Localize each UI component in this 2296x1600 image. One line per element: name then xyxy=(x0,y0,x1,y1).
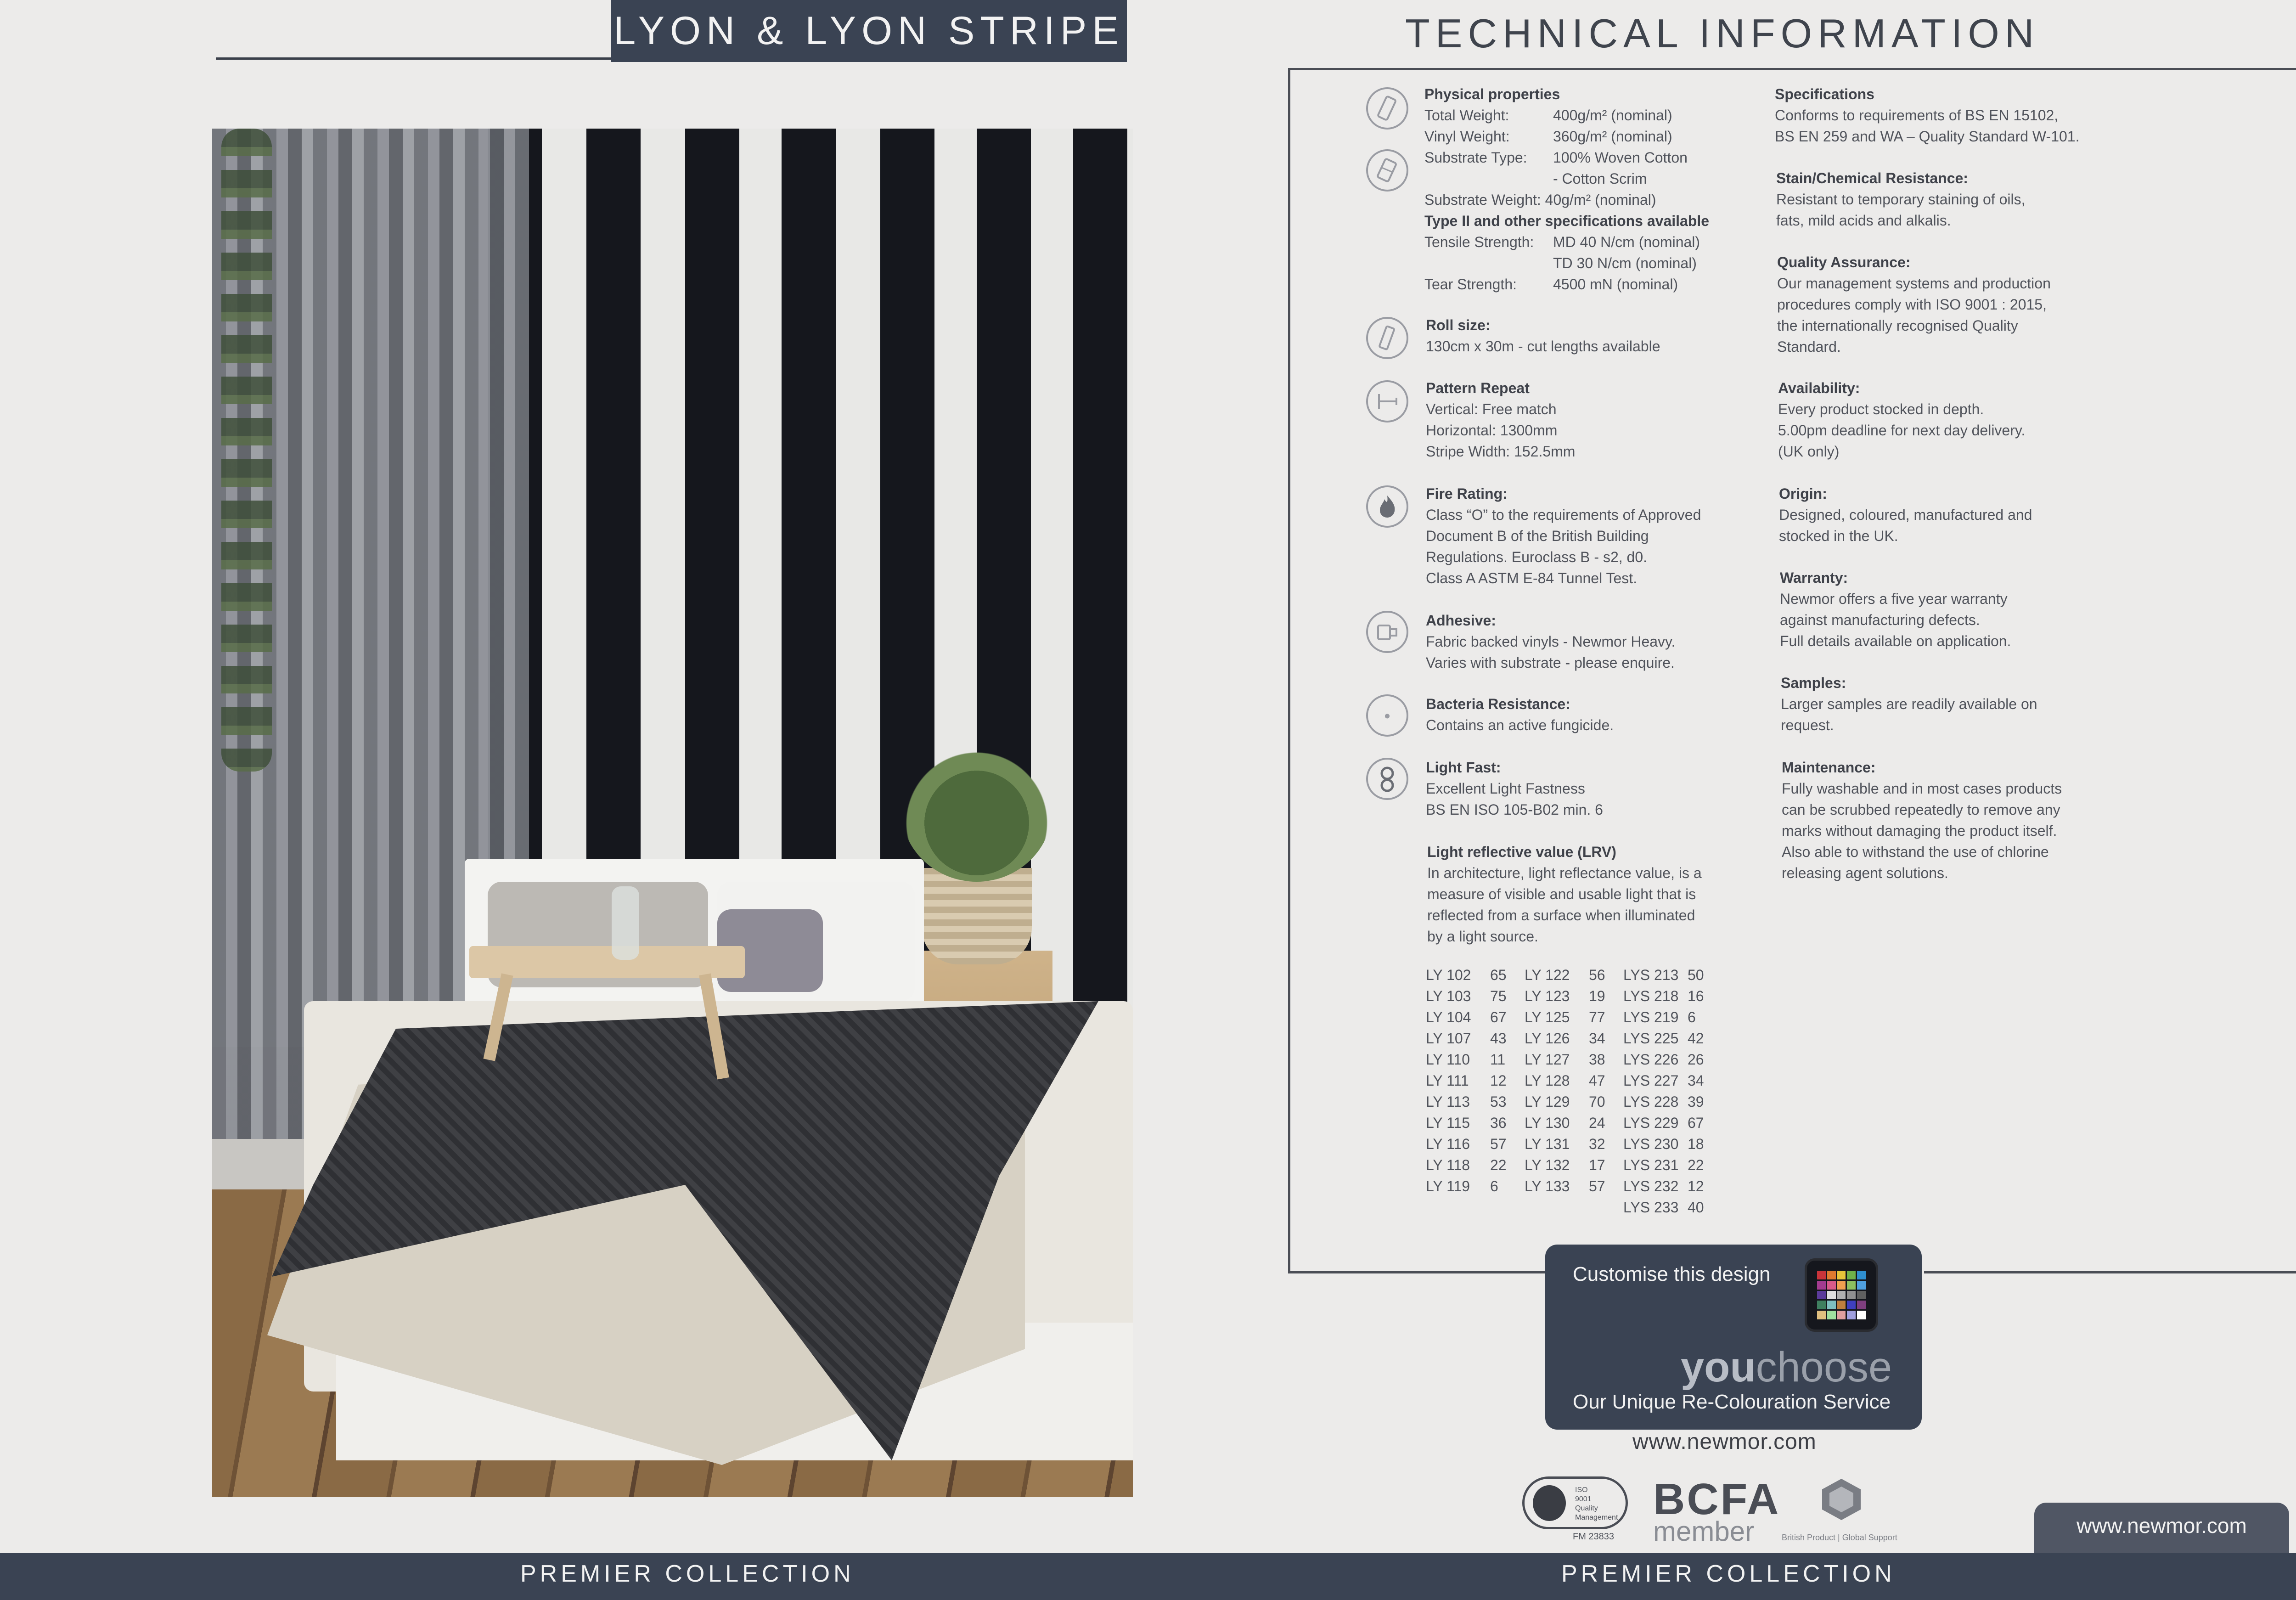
lrv-row xyxy=(1525,1091,1621,1112)
warranty: Warranty: Newmor offers a five year warranty against manufacturing defects. Full details available on application. xyxy=(1780,569,2011,649)
lrv-value: 11 xyxy=(1490,1051,1506,1068)
lrv-value: 70 xyxy=(1589,1093,1605,1110)
technical-heading: TECHNICAL INFORMATION xyxy=(1405,11,2040,56)
lrv-value: 43 xyxy=(1490,1030,1507,1047)
lrv-value: 6 xyxy=(1490,1178,1498,1194)
lrv-row xyxy=(1426,1133,1522,1155)
lrv-row xyxy=(1525,1155,1621,1176)
lrv-code: LYS 225 xyxy=(1623,1030,1679,1047)
lrv-row xyxy=(1525,986,1621,1007)
lrv-code: LYS 230 xyxy=(1623,1136,1679,1152)
lrv-code: LY 103 xyxy=(1426,988,1471,1004)
lrv-value: 32 xyxy=(1589,1136,1605,1152)
lrv-row xyxy=(1525,964,1621,986)
lrv-value: 57 xyxy=(1490,1136,1507,1152)
lrv-code: LY 129 xyxy=(1525,1093,1570,1110)
light-reflective-value: Light reflective value (LRV) In architecture, light reflectance value, is a measure of visible and usable light that is reflected from a surface when illuminated by a light source. xyxy=(1427,844,1702,945)
adhesive: Adhesive: Fabric backed vinyls - Newmor Heavy. Varies with substrate - please enquire. xyxy=(1426,612,1676,671)
quality-assurance: Quality Assurance: Our management systems and production procedures comply with ISO 9001 : 2015, the internationally recognised Quality Standard. xyxy=(1777,254,2051,355)
lrv-value: 67 xyxy=(1688,1115,1704,1131)
flower-vase xyxy=(612,886,639,960)
lrv-row xyxy=(1525,1007,1621,1028)
lrv-row xyxy=(1426,1028,1522,1049)
lrv-row xyxy=(1426,1112,1522,1133)
svg-text:⬤: ⬤ xyxy=(1384,714,1390,719)
lrv-row xyxy=(1426,1155,1522,1176)
bacteria-icon xyxy=(1366,694,1408,737)
lrv-value: 17 xyxy=(1589,1157,1605,1173)
lrv-code: LY 127 xyxy=(1525,1051,1570,1068)
lrv-row xyxy=(1623,1112,1720,1133)
lrv-row xyxy=(1525,1176,1621,1197)
lrv-row xyxy=(1525,1070,1621,1091)
lrv-row xyxy=(1623,1007,1720,1028)
lrv-row xyxy=(1525,1049,1621,1070)
lrv-code: LY 130 xyxy=(1525,1115,1570,1131)
lrv-row xyxy=(1623,1028,1720,1049)
lrv-code: LYS 231 xyxy=(1623,1157,1679,1173)
lrv-code: LYS 218 xyxy=(1623,988,1679,1004)
customise-label: Customise this design xyxy=(1573,1263,1771,1285)
lrv-code: LYS 229 xyxy=(1623,1115,1679,1131)
lrv-row xyxy=(1623,1070,1720,1091)
fire-rating: Fire Rating: Class “O” to the requirements of Approved Document B of the British Building Regulations. Euroclass B - s2, d0. Class A ASTM E-84 Tunnel Test. xyxy=(1426,485,1701,586)
lrv-value: 6 xyxy=(1688,1009,1696,1025)
bacteria-resistance: Bacteria Resistance: Contains an active fungicide. xyxy=(1426,696,1614,733)
lrv-row xyxy=(1623,986,1720,1007)
lrv-code: LY 133 xyxy=(1525,1178,1570,1194)
lrv-code: LY 107 xyxy=(1426,1030,1471,1047)
lrv-value: 75 xyxy=(1490,988,1507,1004)
lrv-code: LY 123 xyxy=(1525,988,1570,1004)
lrv-row xyxy=(1623,1197,1720,1218)
bcfa-member-label: member xyxy=(1653,1516,1755,1547)
lrv-value: 40 xyxy=(1688,1199,1704,1216)
lrv-value: 38 xyxy=(1589,1051,1605,1068)
lrv-value: 42 xyxy=(1688,1030,1704,1047)
roll-size: Roll size: 130cm x 30m - cut lengths available xyxy=(1426,317,1660,355)
lrv-code: LY 118 xyxy=(1426,1157,1470,1173)
section-heading: Physical properties xyxy=(1424,86,1560,102)
lrv-value: 34 xyxy=(1688,1072,1704,1089)
lrv-code: LY 113 xyxy=(1426,1093,1470,1110)
specifications: Specifications Conforms to requirements of BS EN 15102, BS EN 259 and WA – Quality Standard W-101. xyxy=(1775,86,2080,145)
lrv-row xyxy=(1426,1091,1522,1112)
lrv-value: 22 xyxy=(1490,1157,1507,1173)
website-link[interactable]: www.newmor.com xyxy=(1632,1430,1817,1454)
substrate-icon xyxy=(1366,149,1408,192)
stain-resistance: Stain/Chemical Resistance: Resistant to temporary staining of oils, fats, mild acids and alkalis. xyxy=(1776,170,2026,229)
lrv-row xyxy=(1525,1133,1621,1155)
lrv-value: 26 xyxy=(1688,1051,1704,1068)
lrv-code: LYS 232 xyxy=(1623,1178,1679,1194)
website-tab[interactable]: www.newmor.com xyxy=(2034,1503,2289,1555)
lrv-row xyxy=(1426,1049,1522,1070)
room-photo xyxy=(212,129,1133,1497)
lrv-row xyxy=(1623,1176,1720,1197)
origin: Origin: Designed, coloured, manufactured and stocked in the UK. xyxy=(1779,485,2032,544)
weight-icon xyxy=(1366,87,1408,130)
lrv-column xyxy=(1426,964,1522,1197)
british-product-icon xyxy=(1818,1476,1864,1522)
lrv-value: 18 xyxy=(1688,1136,1704,1152)
lrv-value: 53 xyxy=(1490,1093,1507,1110)
product-title: LYON & LYON STRIPE xyxy=(611,0,1127,62)
lrv-code: LY 125 xyxy=(1525,1009,1570,1025)
palette-icon xyxy=(1805,1258,1878,1332)
pattern-repeat: Pattern Repeat Vertical: Free match Horizontal: 1300mm Stripe Width: 152.5mm xyxy=(1426,380,1576,460)
lrv-code: LY 132 xyxy=(1525,1157,1570,1173)
lrv-code: LY 126 xyxy=(1525,1030,1570,1047)
availability: Availability: Every product stocked in depth. 5.00pm deadline for next day delivery. (UK only) xyxy=(1778,380,2026,460)
lrv-row xyxy=(1426,1176,1522,1197)
lrv-code: LYS 219 xyxy=(1623,1009,1679,1025)
lrv-value: 65 xyxy=(1490,967,1507,983)
british-product-label: British Product | Global Support xyxy=(1782,1533,1897,1542)
lrv-code: LYS 226 xyxy=(1623,1051,1679,1068)
bsi-kitemark-icon xyxy=(1533,1485,1566,1521)
lrv-code: LY 116 xyxy=(1426,1136,1470,1152)
lrv-value: 24 xyxy=(1589,1115,1605,1131)
lrv-value: 12 xyxy=(1490,1072,1507,1089)
lrv-row xyxy=(1623,1091,1720,1112)
lrv-code: LYS 233 xyxy=(1623,1199,1679,1216)
pattern-repeat-icon xyxy=(1366,380,1408,423)
bcfa-logo: BCFA xyxy=(1653,1475,1781,1524)
service-label: Our Unique Re-Colouration Service xyxy=(1573,1391,1891,1413)
lrv-code: LY 131 xyxy=(1525,1136,1570,1152)
youchoose-badge[interactable] xyxy=(1545,1245,1922,1430)
lrv-value: 67 xyxy=(1490,1009,1507,1025)
youchoose-logo: youchoose xyxy=(1681,1344,1892,1391)
fire-icon xyxy=(1366,485,1408,528)
lrv-value: 77 xyxy=(1589,1009,1605,1025)
lrv-value: 57 xyxy=(1589,1178,1605,1194)
adhesive-icon xyxy=(1366,611,1408,653)
lrv-column xyxy=(1525,964,1621,1197)
physical-properties: Physical properties Total Weight: 400g/m² (nominal) Vinyl Weight: 360g/m² (nominal) Substrate Type: 100% Woven Cotton - Cotton Scrim Substrate Weight: 40g/m² (nominal) Type II and other specifications available Tensile Strength: MD 40 N/cm (nominal) TD 30 N/cm (nominal) Tear Strength: 4500 mN (nominal) xyxy=(1424,84,1746,295)
light-fast-icon xyxy=(1366,758,1408,800)
lrv-code: LY 111 xyxy=(1426,1072,1469,1089)
lrv-value: 34 xyxy=(1589,1030,1605,1047)
plant xyxy=(901,735,1052,882)
vine xyxy=(221,129,272,772)
lrv-row xyxy=(1623,964,1720,986)
footer-bar xyxy=(0,1553,2296,1600)
lrv-row xyxy=(1426,986,1522,1007)
footer-right-label: PREMIER COLLECTION xyxy=(1561,1561,1896,1587)
lrv-value: 39 xyxy=(1688,1093,1704,1110)
bsi-logo: ISO 9001 Quality Management xyxy=(1522,1476,1628,1529)
lrv-row xyxy=(1623,1049,1720,1070)
lrv-code: LYS 228 xyxy=(1623,1093,1679,1110)
title-rule xyxy=(216,57,612,60)
lrv-code: LY 102 xyxy=(1426,967,1471,983)
lrv-row xyxy=(1525,1028,1621,1049)
lrv-column xyxy=(1623,964,1720,1218)
bed-tray xyxy=(469,946,745,978)
lrv-code: LY 104 xyxy=(1426,1009,1471,1025)
bsi-certificate-number: FM 23833 xyxy=(1573,1532,1615,1542)
lrv-value: 16 xyxy=(1688,988,1704,1004)
lrv-row xyxy=(1426,1007,1522,1028)
roll-icon xyxy=(1366,317,1408,359)
lrv-row xyxy=(1525,1112,1621,1133)
light-fast: Light Fast: Excellent Light Fastness BS EN ISO 105-B02 min. 6 xyxy=(1426,759,1603,818)
lrv-code: LYS 227 xyxy=(1623,1072,1679,1089)
lrv-row xyxy=(1426,964,1522,986)
lrv-row xyxy=(1623,1133,1720,1155)
lrv-value: 50 xyxy=(1688,967,1704,983)
lrv-code: LY 110 xyxy=(1426,1051,1470,1068)
lrv-value: 36 xyxy=(1490,1115,1507,1131)
maintenance: Maintenance: Fully washable and in most cases products can be scrubbed repeatedly to remove any marks without damaging the product itself. Also able to withstand the use of chlorine releasing agent solutions. xyxy=(1782,759,2062,881)
lrv-code: LYS 213 xyxy=(1623,967,1679,983)
lrv-code: LY 115 xyxy=(1426,1115,1470,1131)
lrv-code: LY 119 xyxy=(1426,1178,1470,1194)
lrv-value: 12 xyxy=(1688,1178,1704,1194)
lrv-value: 47 xyxy=(1589,1072,1605,1089)
lrv-code: LY 122 xyxy=(1525,967,1570,983)
footer-left-label: PREMIER COLLECTION xyxy=(520,1561,855,1587)
lrv-code: LY 128 xyxy=(1525,1072,1570,1089)
lrv-value: 19 xyxy=(1589,988,1605,1004)
lrv-row xyxy=(1426,1070,1522,1091)
lrv-value: 56 xyxy=(1589,967,1605,983)
lrv-row xyxy=(1623,1155,1720,1176)
samples: Samples: Larger samples are readily available on request. xyxy=(1781,675,2037,733)
lrv-value: 22 xyxy=(1688,1157,1704,1173)
